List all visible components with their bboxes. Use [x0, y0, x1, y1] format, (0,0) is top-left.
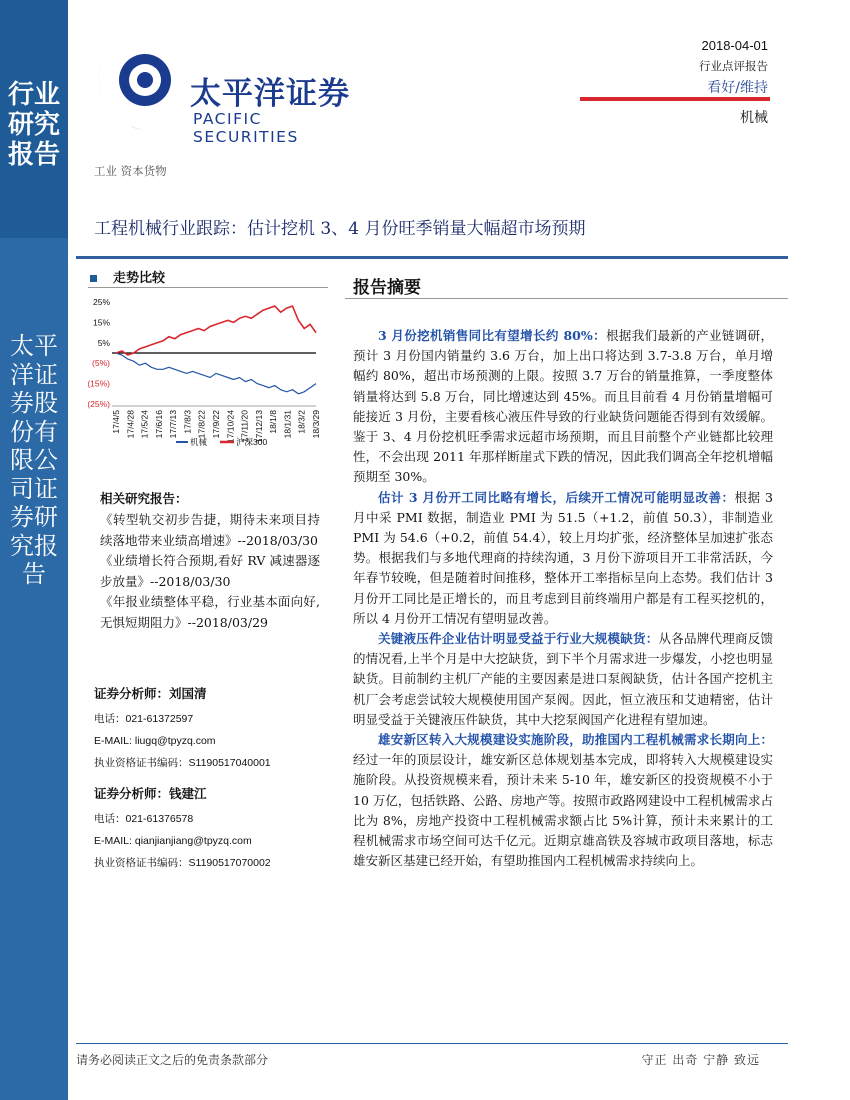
footer-motto: 守正 出奇 宁静 致远 — [641, 1053, 760, 1067]
y-tick-label: 25% — [92, 297, 110, 307]
analyst-email[interactable]: E-MAIL: qianjianjiang@tpyzq.com — [94, 835, 252, 847]
analyst-block — [94, 684, 271, 774]
x-tick-label: 18/1/8 — [268, 410, 279, 434]
summary-paragraph: 估计 3 月份开工同比略有增长，后续开工情况可能明显改善：根据 3 月中采 PMI 数据，制造业 PMI 为 51.5（+1.2，前值 50.3），非制造业 PMI 为 54.6（+0.2，前值 54.4），较上月均扩张，经济整体呈加速扩张态势。根据我们与多地代理商的持续沟通，3 月份下游项目开工非常活跃，今年春节较晚，但是随着时间推移，整体开工率指标呈向上态势。我们估计 3 月份开工同比是正增长的，而且考虑到目前终端用户都是有工程买挖机的，所以 4 月份开工情况有望明显改善。 — [353, 489, 773, 626]
legend-label: 沪深300 — [236, 437, 268, 447]
left-sidebar — [0, 0, 68, 1100]
summary-heading: 报告摘要 — [353, 278, 421, 298]
rating: 看好/维持 — [707, 80, 768, 96]
related-reports-heading: 相关研究报告： — [100, 491, 188, 506]
analyst-block — [94, 784, 271, 874]
sector: 机械 — [740, 110, 768, 126]
x-tick-label: 17/8/3 — [182, 410, 193, 434]
x-tick-label: 17/9/22 — [211, 410, 221, 439]
summary-body — [353, 326, 773, 871]
x-tick-label: 17/12/13 — [253, 410, 264, 444]
x-tick-label: 18/3/29 — [311, 410, 321, 439]
company-logo — [90, 18, 370, 146]
related-report-item[interactable]: 《转型轨交初步告捷，期待未来项目持续落地带来业绩高增速》--2018/03/30 — [100, 512, 320, 548]
summary-paragraph: 雄安新区转入大规模建设实施阶段，助推国内工程机械需求长期向上：经过一年的顶层设计，雄安新区总体规划基本完成，即将转入大规模建设实施阶段。从投资规模来看，预计未来 5-10 年，雄安新区的投资规模不小于 10 万亿，包括铁路、公路、房地产等。按照市政路网建设中工程机械需求占比为 8%，房地产投资中工程机械需求额占比 5%计算，预计未来累计的工程机械需求市场空间可达千亿元。近期京雄高铁及容城市政项目落地，标志雄安新区基建已经开始，有望助推国内工程机械需求持续向上。 — [353, 732, 773, 869]
footer-disclaimer: 请务必阅读正文之后的免责条款部分 — [76, 1053, 269, 1067]
trend-chart — [84, 292, 332, 460]
related-report-item[interactable]: 《业绩增长符合预期,看好 RV 减速器逐步放量》--2018/03/30 — [100, 553, 320, 589]
summary-divider — [345, 298, 788, 299]
analyst-name: 证券分析师：钱建江 — [94, 786, 207, 801]
x-tick-label: 17/8/22 — [196, 410, 207, 439]
report-date: 2018-04-01 — [701, 38, 768, 53]
related-report-item[interactable]: 《年报业绩整体平稳，行业基本面向好,无惧短期阻力》--2018/03/29 — [100, 594, 320, 630]
x-tick-label: 17/5/24 — [139, 410, 150, 439]
analyst-email[interactable]: E-MAIL: liugq@tpyzq.com — [94, 735, 216, 747]
sidebar-company-name: 太平洋证券股份有限公司证券研究报告 — [10, 332, 58, 588]
logo-emblem-icon — [90, 18, 190, 138]
series-line-机械 — [116, 353, 316, 394]
y-tick-label: (15%) — [87, 378, 110, 389]
analyst-phone: 电话：021-61376578 — [94, 813, 194, 825]
summary-paragraph: 关键液压件企业估计明显受益于行业大规模缺货：从各品牌代理商反馈的情况看,上半个月是中大挖缺货，到下半个月需求进一步爆发，小挖也明显缺货。目前制约主机厂产能的主要因素是进口泵阀缺货，估计各国产挖机主机厂会考虑尝试较大规模使用国产泵阀。因此，恒立液压和艾迪精密，估计明显受益于关键液压件缺货，其中大挖泵阀国产化进程有望加速。 — [353, 631, 773, 727]
y-tick-label: (25%) — [87, 399, 110, 409]
x-tick-label: 17/7/13 — [168, 410, 179, 439]
left-column-divider — [88, 287, 328, 288]
bullet-square-icon — [90, 275, 97, 282]
x-tick-label: 17/4/28 — [125, 410, 136, 439]
report-type: 行业点评报告 — [699, 59, 768, 73]
title-divider — [76, 256, 788, 259]
y-tick-label: (5%) — [92, 358, 110, 369]
x-tick-label: 17/10/24 — [225, 410, 236, 444]
logo-en-text: PACIFIC SECURITIES — [193, 110, 299, 146]
trend-heading — [90, 267, 165, 286]
footer-divider — [76, 1043, 788, 1044]
x-tick-label: 18/3/2 — [296, 410, 307, 434]
header-accent-line — [580, 97, 770, 101]
analyst-name: 证券分析师：刘国清 — [94, 686, 207, 701]
analyst-phone: 电话：021-61372597 — [94, 713, 194, 725]
x-tick-label: 17/11/20 — [239, 410, 250, 443]
page-title: 工程机械行业跟踪：估计挖机 3、4 月份旺季销量大幅超市场预期 — [94, 219, 586, 239]
x-tick-label: 17/6/16 — [153, 410, 164, 439]
analyst-cert: 执业资格证书编码：S1190517040001 — [94, 757, 271, 769]
trend-heading-text: 走势比较 — [113, 271, 166, 286]
industry-category: 工业 资本货物 — [94, 164, 167, 178]
y-tick-label: 15% — [92, 317, 110, 328]
x-tick-label: 18/1/31 — [282, 410, 293, 439]
legend-label: 机械 — [190, 437, 208, 447]
summary-paragraph: 3 月份挖机销售同比有望增长约 80%：根据我们最新的产业链调研，预计 3 月份国内销量约 3.6 万台，加上出口将达到 3.7-3.8 万台，单月增幅约 80%，超出市场预测的上限。按照 3.7 万台的销量推算，一季度整体销量将达到 5.8 万台，同比增速达到 45%。而且目前看 4 月份销量增幅可能接近 3 月份，主要看核心液压件导致的行业缺货问题能否得到有效缓解。鉴于 3、4 月份挖机旺季需求远超市场预期，而且目前整个产业链都比较理性，不会出现 2011 年那样断崖式下跌的情况，因此我们调高全年挖机增幅预期至 30%。 — [353, 328, 773, 485]
related-reports-list — [100, 510, 320, 633]
logo-cn-text: 太平洋证券 — [190, 76, 350, 112]
y-tick-label: 5% — [97, 337, 110, 348]
series-line-沪深300 — [116, 306, 316, 355]
x-tick-label: 17/4/5 — [111, 410, 121, 434]
sidebar-report-type: 行业研究报告 — [8, 80, 61, 170]
analyst-cert: 执业资格证书编码：S1190517070002 — [94, 857, 271, 869]
